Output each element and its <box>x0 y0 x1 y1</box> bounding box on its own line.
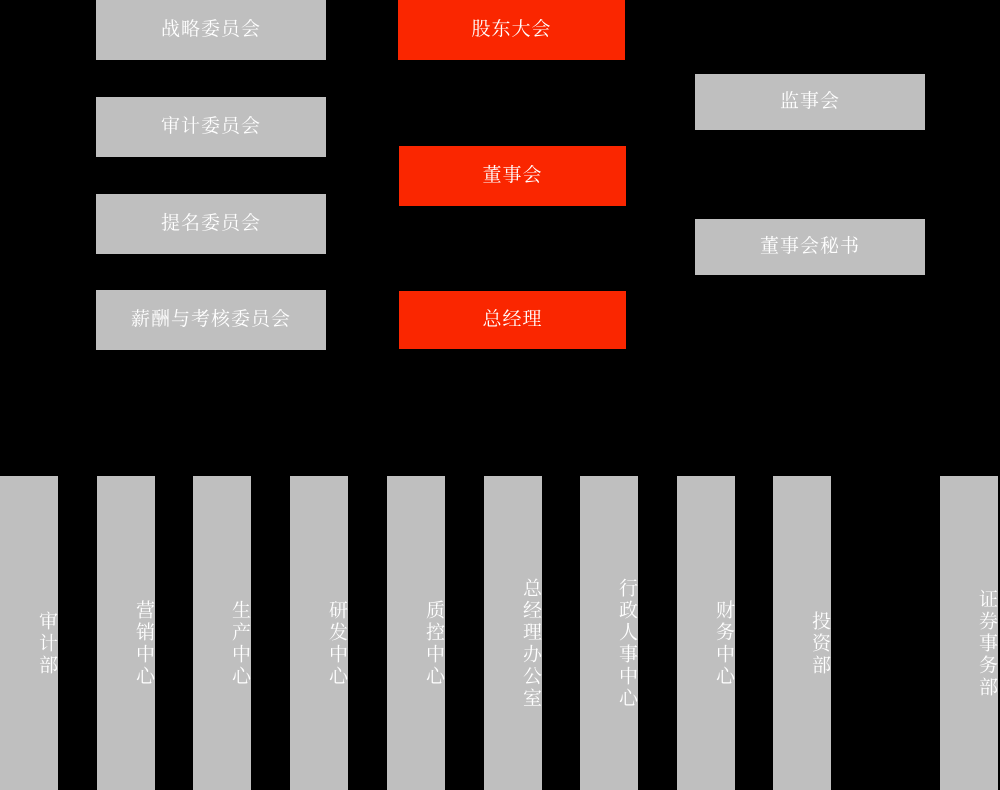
governance-node-2[interactable]: 董事会 <box>399 146 626 206</box>
governance-node-1[interactable]: 股东大会 <box>398 0 625 60</box>
department-node-4[interactable]: 研发中心 <box>290 476 348 790</box>
governance-node-3[interactable]: 总经理 <box>399 291 626 349</box>
committee-node-3[interactable]: 提名委员会 <box>96 194 326 254</box>
department-node-3[interactable]: 生产中心 <box>193 476 251 790</box>
department-node-1[interactable]: 审计部 <box>0 476 58 790</box>
committee-node-4[interactable]: 薪酬与考核委员会 <box>96 290 326 350</box>
department-node-7[interactable]: 行政人事中心 <box>580 476 638 790</box>
department-node-8[interactable]: 财务中心 <box>677 476 735 790</box>
department-node-5[interactable]: 质控中心 <box>387 476 445 790</box>
department-node-9[interactable]: 投资部 <box>773 476 831 790</box>
supervisory-node-1[interactable]: 监事会 <box>695 74 925 130</box>
committee-node-2[interactable]: 审计委员会 <box>96 97 326 157</box>
supervisory-node-2[interactable]: 董事会秘书 <box>695 219 925 275</box>
department-node-6[interactable]: 总经理办公室 <box>484 476 542 790</box>
department-node-10[interactable]: 证券事务部 <box>940 476 998 790</box>
department-node-2[interactable]: 营销中心 <box>97 476 155 790</box>
committee-node-1[interactable]: 战略委员会 <box>96 0 326 60</box>
